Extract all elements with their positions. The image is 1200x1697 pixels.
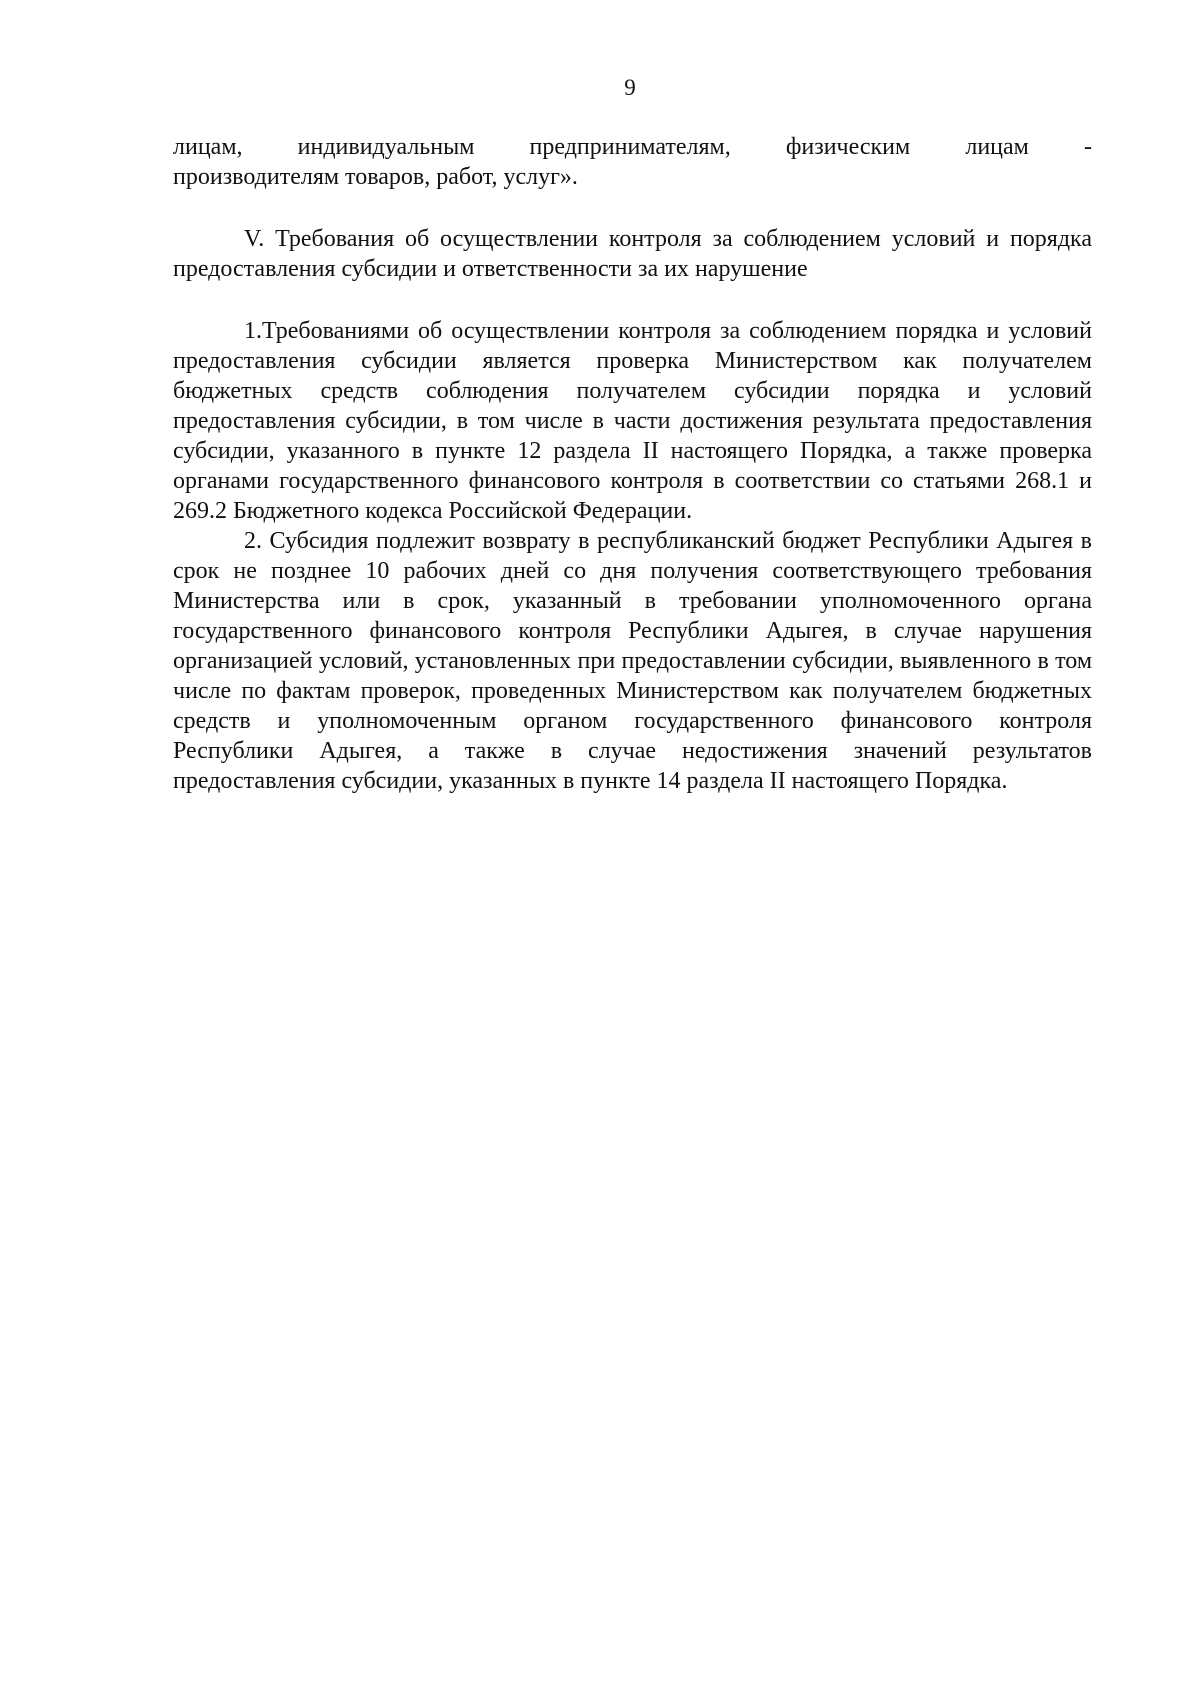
document-body bbox=[173, 132, 1092, 796]
continuation-text bbox=[173, 132, 1092, 192]
paragraph-2: 2. Субсидия подлежит возврату в республиканский бюджет Республики Адыгея в срок не позднее 10 рабочих дней со дня получения соответствующего требования Министерства или в срок, указанный в требовании уполномоченного органа государственного финансового контроля Республики Адыгея, в случае нарушения организацией условий, установленных при предоставлении субсидии, выявленного в том числе по фактам проверок, проведенных Министерством как получателем бюджетных средств и уполномоченным органом государственного финансового контроля Республики Адыгея, а также в случае недостижения значений результатов предоставления субсидии, указанных в пункте 14 раздела II настоящего Порядка. bbox=[173, 528, 1092, 794]
section-heading: V. Требования об осуществлении контроля за соблюдением условий и порядка предоставления субсидии и ответственности за их нарушение bbox=[173, 226, 1092, 282]
continuation-line-1: лицам, индивидуальным предпринимателям, физическим лицам - bbox=[173, 134, 1092, 160]
spacer bbox=[173, 192, 1092, 224]
spacer bbox=[173, 284, 1092, 316]
page-number: 9 bbox=[624, 75, 636, 100]
paragraph-1: 1.Требованиями об осуществлении контроля за соблюдением порядка и условий предоставления субсидии является проверка Министерством как получателем бюджетных средств соблюдения получателем субсидии порядка и условий предоставления субсидии, в том числе в части достижения результата предоставления субсидии, указанного в пункте 12 раздела II настоящего Порядка, а также проверка органами государственного финансового контроля в соответствии со статьями 268.1 и 269.2 Бюджетного кодекса Российской Федерации. bbox=[173, 318, 1092, 524]
continuation-line-2: производителям товаров, работ, услуг». bbox=[173, 164, 578, 190]
